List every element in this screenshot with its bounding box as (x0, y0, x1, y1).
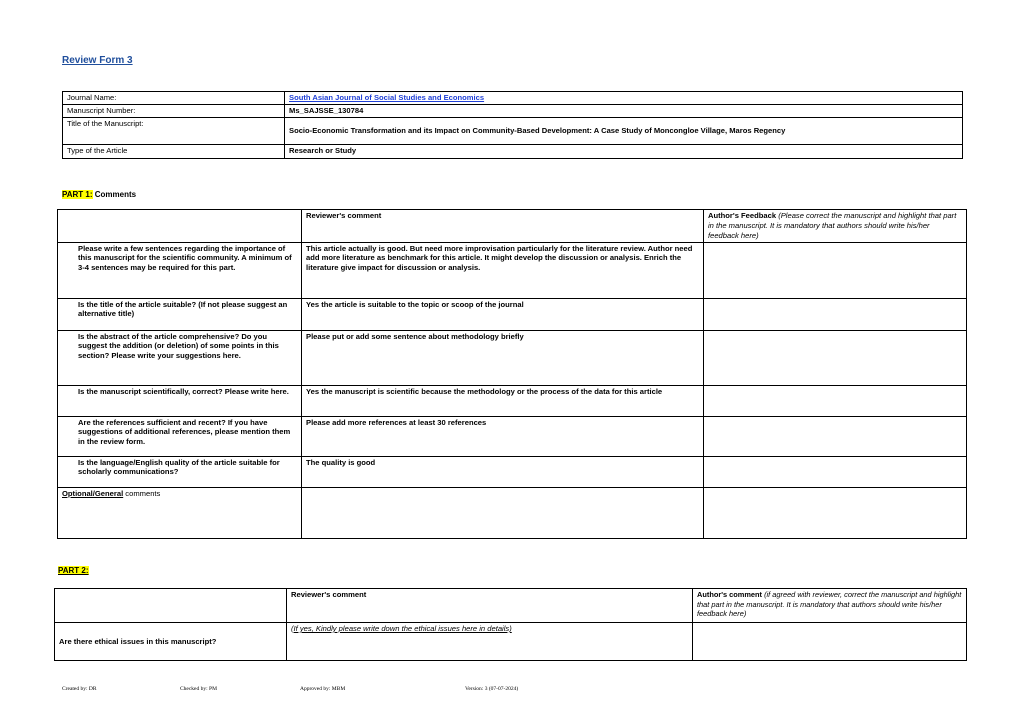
author-feedback-cell[interactable] (704, 385, 967, 416)
ethical-issues-row (55, 623, 967, 661)
optional-reviewer-cell[interactable] (302, 487, 704, 538)
manuscript-number-row (63, 104, 963, 117)
journal-name-row (63, 92, 963, 105)
part2-header-empty (55, 589, 287, 623)
optional-comments-suffix: comments (123, 488, 161, 498)
manuscript-number-value: Ms_SAJSSE_130784 (285, 104, 963, 117)
author-feedback-cell[interactable] (704, 242, 967, 298)
journal-name-label: Journal Name: (63, 92, 285, 105)
table-row (58, 416, 967, 456)
table-row (58, 385, 967, 416)
table-row (58, 330, 967, 385)
part2-ethics-table (54, 588, 967, 661)
footer-approved-by: Approved by: MBM (300, 686, 346, 692)
part2-heading (58, 566, 89, 575)
author-feedback-note: (Please correct the manuscript and highlight that part in the manuscript. It is mandatory that authors should write his/her feedback here) (708, 211, 957, 240)
reviewer-comment-cell: Please put or add some sentence about methodology briefly (302, 330, 704, 385)
footer-created-by: Created by: DR (62, 686, 97, 692)
manuscript-number-label: Manuscript Number: (63, 104, 285, 117)
author-feedback-label: Author's Feedback (708, 211, 777, 220)
manuscript-title-text: Socio-Economic Transformation and its Impact on Community-Based Development: A Case Study of Moncongloe Village, Maros Regency (289, 125, 786, 135)
optional-comments-row (58, 487, 967, 538)
ethical-comment-placeholder: (If yes, Kindly please write down the ethical issues here in details) (291, 624, 512, 633)
manuscript-title-row (63, 117, 963, 144)
author-feedback-cell[interactable] (704, 456, 967, 487)
part1-comments-table (57, 209, 967, 539)
ethical-comment-cell[interactable] (287, 623, 693, 661)
question-cell: Is the manuscript scientifically, correct? Please write here. (58, 385, 302, 416)
journal-name-link[interactable]: South Asian Journal of Social Studies and Economics (289, 93, 485, 102)
optional-general-label: Optional/General (62, 488, 124, 498)
part1-label: PART 1: (62, 190, 93, 199)
manuscript-info-table (62, 91, 963, 159)
reviewer-comment-cell: The quality is good (302, 456, 704, 487)
optional-comments-label (58, 487, 302, 538)
reviewer-comment-cell: Yes the manuscript is scientific because the methodology or the process of the data for this article (302, 385, 704, 416)
reviewer-comment-cell: Please add more references at least 30 references (302, 416, 704, 456)
part1-header-row (58, 210, 967, 243)
question-cell: Are the references sufficient and recent? If you have suggestions of additional references, please mention them in the review form. (58, 416, 302, 456)
footer-checked-by: Checked by: PM (180, 686, 217, 692)
author-feedback-cell[interactable] (704, 330, 967, 385)
article-type-label: Type of the Article (63, 144, 285, 158)
manuscript-title-value (285, 117, 963, 144)
question-cell: Please write a few sentences regarding the importance of this manuscript for the scientific community. A minimum of 3-4 sentences may be required for this part. (58, 242, 302, 298)
part2-author-header (693, 589, 967, 623)
author-comment-note: (if agreed with reviewer, correct the manuscript and highlight that part in the manuscript. It is mandatory that authors should write his/her feedback here) (697, 590, 962, 619)
part1-reviewer-header: Reviewer's comment (302, 210, 704, 243)
ethical-question-cell: Are there ethical issues in this manuscript? (55, 623, 287, 661)
part2-label: PART 2: (58, 566, 89, 575)
part2-reviewer-header: Reviewer's comment (287, 589, 693, 623)
author-feedback-cell[interactable] (704, 298, 967, 330)
journal-name-value[interactable] (285, 92, 963, 105)
table-row (58, 298, 967, 330)
question-cell: Is the language/English quality of the article suitable for scholarly communications? (58, 456, 302, 487)
part1-heading (62, 190, 136, 199)
table-row (58, 242, 967, 298)
optional-author-cell[interactable] (704, 487, 967, 538)
author-comment-label: Author's comment (697, 590, 762, 599)
author-feedback-cell[interactable] (704, 416, 967, 456)
ethical-author-cell[interactable] (693, 623, 967, 661)
question-cell: Is the title of the article suitable? (If not please suggest an alternative title) (58, 298, 302, 330)
footer-version: Version: 3 (07-07-2024) (465, 686, 519, 692)
part1-title: Comments (94, 190, 137, 199)
part1-author-header (704, 210, 967, 243)
manuscript-title-label: Title of the Manuscript: (63, 117, 285, 144)
reviewer-comment-cell: Yes the article is suitable to the topic or scoop of the journal (302, 298, 704, 330)
table-row (58, 456, 967, 487)
form-title: Review Form 3 (62, 55, 133, 66)
reviewer-comment-cell: This article actually is good. But need more improvisation particularly for the literature review. Author need add more literature as benchmark for this article. It might develop the discussion or analysis. Enrich the literature give impact for discussion or analysis. (302, 242, 704, 298)
question-cell: Is the abstract of the article comprehensive? Do you suggest the addition (or deletion) of some points in this section? Please write your suggestions here. (58, 330, 302, 385)
article-type-value: Research or Study (285, 144, 963, 158)
part1-header-empty (58, 210, 302, 243)
article-type-row (63, 144, 963, 158)
part2-header-row (55, 589, 967, 623)
